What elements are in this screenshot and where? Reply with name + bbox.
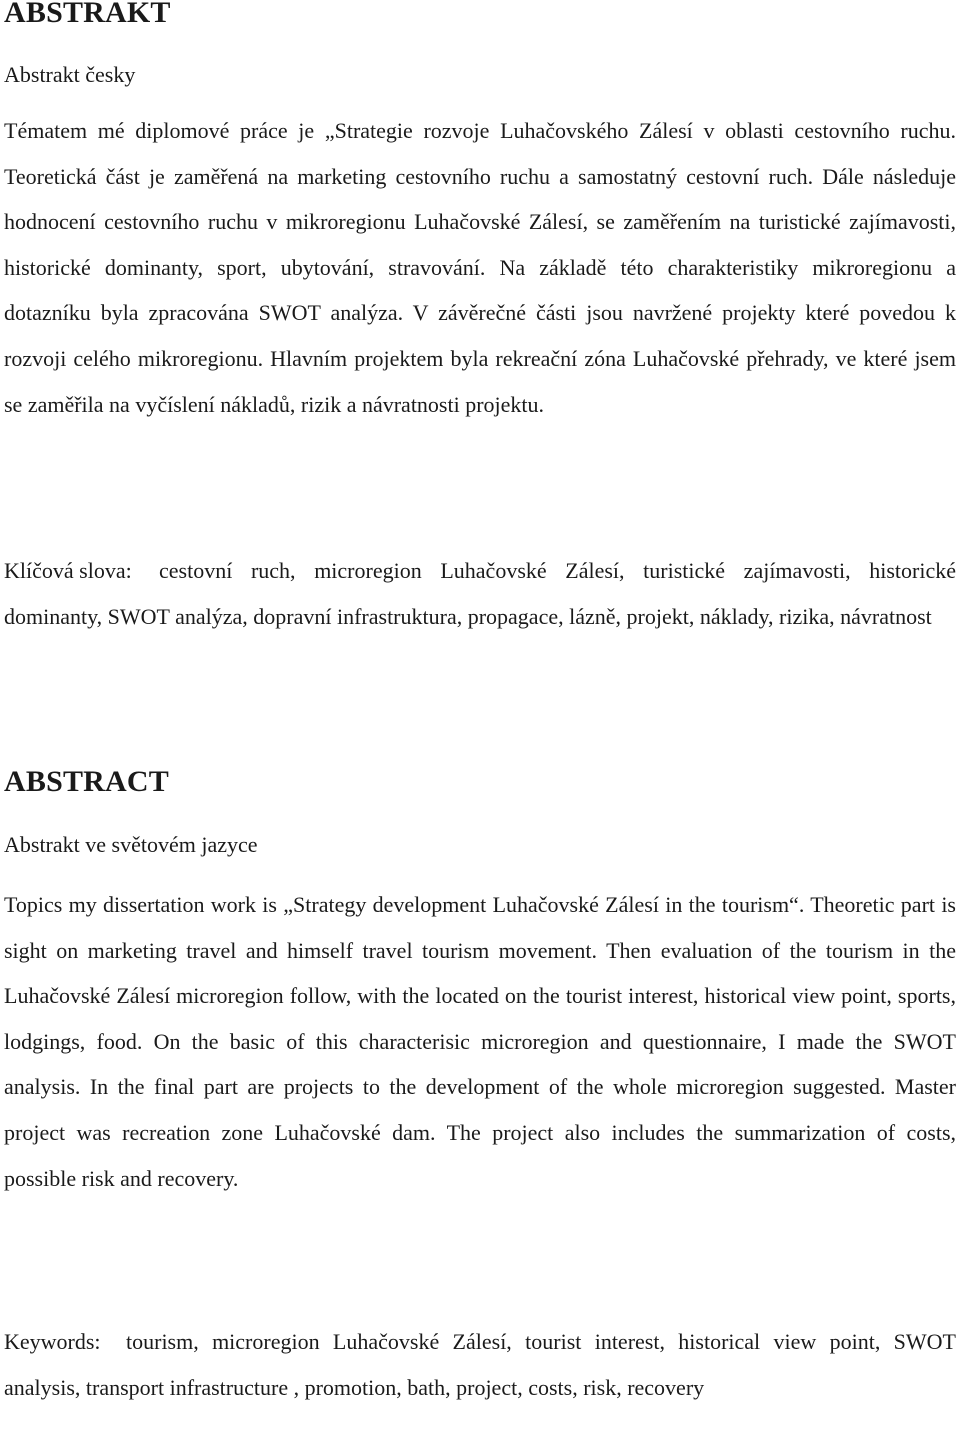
czech-abstract-subheading: Abstrakt česky (4, 62, 136, 87)
czech-keywords (4, 548, 956, 639)
english-keywords-label: Keywords: (4, 1329, 101, 1354)
czech-keywords-text: cestovní ruch, microregion Luhačovské Zálesí, turistické zajímavosti, historické dominanty, SWOT analýza, dopravní infrastruktura, propagace, lázně, projekt, náklady, rizika, návratnost (4, 558, 956, 629)
english-keywords-text: tourism, microregion Luhačovské Zálesí, tourist interest, historical view point, SWOT analysis, transport infrastructure , promotion, bath, project, costs, risk, recovery (4, 1329, 956, 1400)
english-abstract-heading: ABSTRACT (4, 765, 169, 798)
english-keywords (4, 1319, 956, 1410)
english-abstract-paragraph: Topics my dissertation work is „Strategy development Luhačovské Zálesí in the tourism“. Theoretic part is sight on marketing travel and himself travel tourism movement. Then evaluation of the tourism in the Luhačovské Zálesí microregion follow, with the located on the tourist interest, historical view point, sports, lodgings, food. On the basic of this characterisic microregion and questionnaire, I made the SWOT analysis. In the final part are projects to the development of the whole microregion suggested. Master project was recreation zone Luhačovské dam. The project also includes the summarization of costs, possible risk and recovery. (4, 892, 956, 1191)
czech-abstract-paragraph: Tématem mé diplomové práce je „Strategie rozvoje Luhačovského Zálesí v oblasti cestovního ruchu. Teoretická část je zaměřená na marketing cestovního ruchu a samostatný cestovní ruch. Dále následuje hodnocení cestovního ruchu v mikroregionu Luhačovské Zálesí, se zaměřením na turistické zajímavosti, historické dominanty, sport, ubytování, stravování. Na základě této charakteristiky mikroregionu a dotazníku byla zpracována SWOT analýza. V závěrečné části jsou navržené projekty které povedou k rozvoji celého mikroregionu. Hlavním projektem byla rekreační zóna Luhačovské přehrady, ve které jsem se zaměřila na vyčíslení nákladů, rizik a návratnosti projektu. (4, 118, 956, 417)
czech-abstract-heading: ABSTRAKT (4, 0, 171, 29)
czech-keywords-label: Klíčová slova: (4, 558, 132, 583)
english-abstract-subheading: Abstrakt ve světovém jazyce (4, 832, 258, 857)
